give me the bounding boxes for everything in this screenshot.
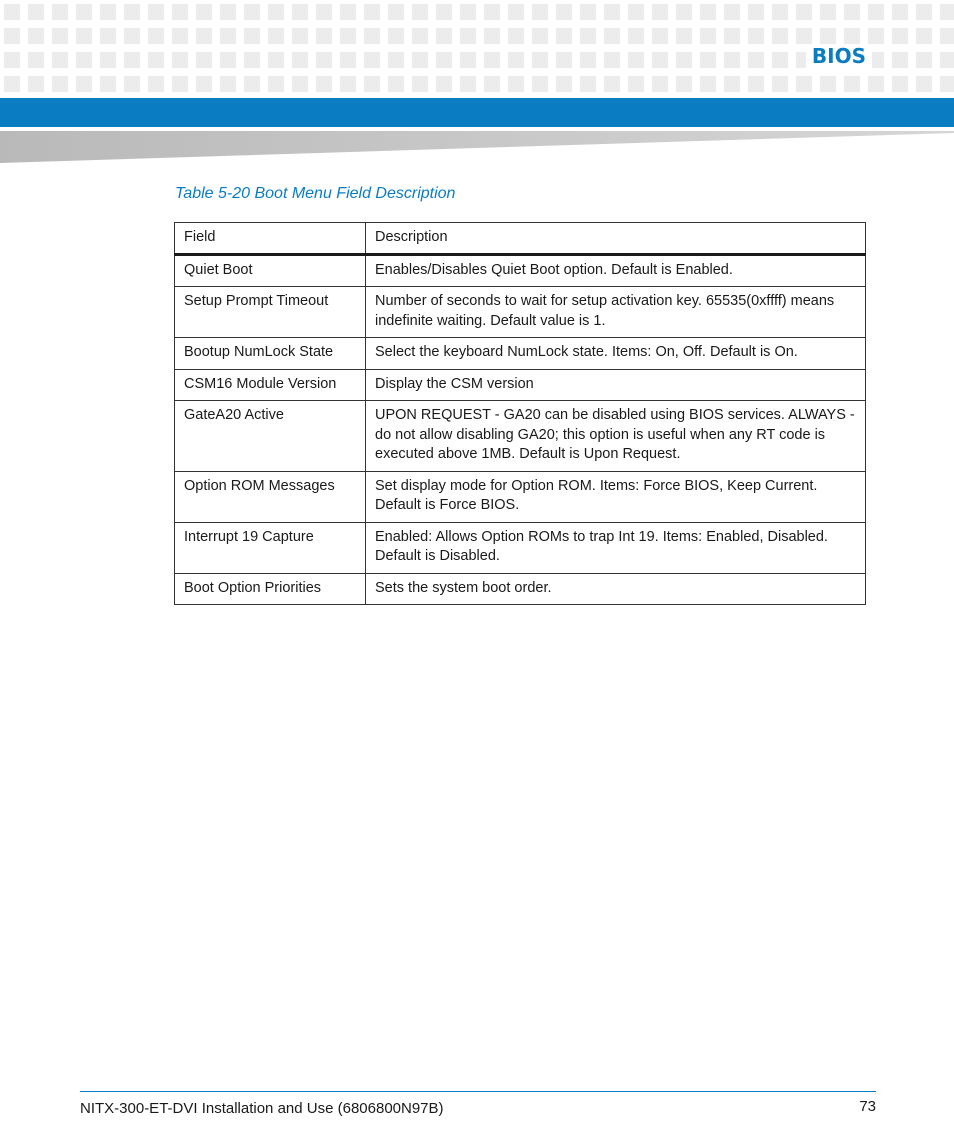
header-tile bbox=[604, 4, 620, 20]
header-tile bbox=[52, 52, 68, 68]
header-tile bbox=[532, 76, 548, 92]
header-tile bbox=[4, 28, 20, 44]
header-tile bbox=[364, 28, 380, 44]
header-tile bbox=[148, 28, 164, 44]
header-tile bbox=[244, 76, 260, 92]
header-tile bbox=[388, 4, 404, 20]
header-tile bbox=[460, 4, 476, 20]
header-tile bbox=[676, 4, 692, 20]
header-tile bbox=[292, 28, 308, 44]
header-tile bbox=[28, 4, 44, 20]
header-tile bbox=[52, 28, 68, 44]
header-tile bbox=[796, 76, 812, 92]
header-tile bbox=[556, 4, 572, 20]
header-tile bbox=[268, 52, 284, 68]
header-tile bbox=[532, 4, 548, 20]
header-tile bbox=[28, 52, 44, 68]
table-row bbox=[175, 471, 866, 522]
header-tile bbox=[508, 52, 524, 68]
header-tile bbox=[508, 4, 524, 20]
header-tile bbox=[820, 28, 836, 44]
header-tile bbox=[292, 52, 308, 68]
header-tile bbox=[844, 4, 860, 20]
header-tile bbox=[244, 52, 260, 68]
header-tile bbox=[412, 4, 428, 20]
header-tile bbox=[772, 52, 788, 68]
footer-rule bbox=[80, 1091, 876, 1092]
header-tile bbox=[436, 28, 452, 44]
table-header-row bbox=[175, 223, 866, 255]
header-tile bbox=[748, 52, 764, 68]
header-tile bbox=[844, 28, 860, 44]
header-tile bbox=[772, 28, 788, 44]
field-cell: Bootup NumLock State bbox=[175, 338, 366, 370]
header-tile bbox=[220, 52, 236, 68]
header-tile bbox=[556, 28, 572, 44]
header-tile bbox=[916, 76, 932, 92]
header-tile bbox=[124, 4, 140, 20]
header-tile bbox=[76, 52, 92, 68]
header-tile bbox=[244, 4, 260, 20]
field-cell: GateA20 Active bbox=[175, 401, 366, 472]
header-tile bbox=[172, 76, 188, 92]
header-tile bbox=[364, 52, 380, 68]
description-cell: Number of seconds to wait for setup activation key. 65535(0xffff) means indefinite waiting. Default value is 1. bbox=[366, 287, 866, 338]
header-tile bbox=[484, 28, 500, 44]
header-tile bbox=[412, 76, 428, 92]
header-tile bbox=[388, 28, 404, 44]
field-cell: Setup Prompt Timeout bbox=[175, 287, 366, 338]
header-tile bbox=[76, 4, 92, 20]
header-tile bbox=[52, 4, 68, 20]
header-tile bbox=[100, 4, 116, 20]
header-tile bbox=[196, 52, 212, 68]
header-tile bbox=[316, 76, 332, 92]
header-tile bbox=[748, 28, 764, 44]
header-tile bbox=[820, 76, 836, 92]
header-tile bbox=[124, 52, 140, 68]
header-tile bbox=[340, 28, 356, 44]
header-tile bbox=[604, 28, 620, 44]
header-tile bbox=[148, 76, 164, 92]
header-tile bbox=[28, 76, 44, 92]
header-tile bbox=[460, 52, 476, 68]
header-tile bbox=[676, 52, 692, 68]
header-tile bbox=[724, 28, 740, 44]
description-cell: Set display mode for Option ROM. Items: Force BIOS, Keep Current. Default is Force BIOS. bbox=[366, 471, 866, 522]
header-tile bbox=[724, 4, 740, 20]
header-tile bbox=[4, 4, 20, 20]
header-tile bbox=[244, 28, 260, 44]
header-tile bbox=[388, 76, 404, 92]
field-cell: Boot Option Priorities bbox=[175, 573, 366, 605]
header-tile bbox=[628, 52, 644, 68]
header-tile bbox=[196, 28, 212, 44]
header-tile bbox=[364, 4, 380, 20]
column-header-description: Description bbox=[366, 223, 866, 255]
header-tile bbox=[652, 28, 668, 44]
table-row bbox=[175, 573, 866, 605]
header-tile bbox=[676, 28, 692, 44]
description-cell: Display the CSM version bbox=[366, 369, 866, 401]
table-caption: Table 5-20 Boot Menu Field Description bbox=[175, 185, 456, 202]
header-tile bbox=[292, 76, 308, 92]
header-tile bbox=[460, 76, 476, 92]
header-tile bbox=[268, 4, 284, 20]
description-cell: Enables/Disables Quiet Boot option. Default is Enabled. bbox=[366, 254, 866, 287]
header-tile bbox=[628, 28, 644, 44]
field-cell: Interrupt 19 Capture bbox=[175, 522, 366, 573]
header-tile bbox=[316, 52, 332, 68]
header-tile bbox=[340, 52, 356, 68]
header-tile bbox=[748, 4, 764, 20]
table-row bbox=[175, 401, 866, 472]
header-tile bbox=[28, 28, 44, 44]
header-tile bbox=[76, 28, 92, 44]
description-cell: Enabled: Allows Option ROMs to trap Int 19. Items: Enabled, Disabled. Default is Disabled. bbox=[366, 522, 866, 573]
header-tile bbox=[580, 4, 596, 20]
footer-document-title: NITX-300-ET-DVI Installation and Use (6806800N97B) bbox=[80, 1100, 444, 1117]
header-tile bbox=[652, 76, 668, 92]
header-tile bbox=[4, 52, 20, 68]
section-title: BIOS bbox=[806, 44, 872, 68]
header-tile bbox=[700, 28, 716, 44]
header-tile bbox=[556, 52, 572, 68]
header-tile bbox=[604, 52, 620, 68]
header-tile bbox=[460, 28, 476, 44]
header-tile bbox=[532, 52, 548, 68]
header-tile bbox=[796, 28, 812, 44]
header-tile bbox=[508, 76, 524, 92]
header-tile bbox=[916, 4, 932, 20]
header-tile bbox=[580, 28, 596, 44]
header-tile bbox=[436, 52, 452, 68]
header-tile bbox=[100, 28, 116, 44]
header-tile bbox=[100, 76, 116, 92]
header-tile bbox=[100, 52, 116, 68]
header-blue-bar bbox=[0, 98, 954, 127]
header-tile bbox=[220, 28, 236, 44]
header-tile bbox=[364, 76, 380, 92]
header-tile bbox=[916, 52, 932, 68]
header-tile bbox=[772, 4, 788, 20]
header-tile bbox=[316, 28, 332, 44]
header-tile bbox=[628, 4, 644, 20]
header-tile bbox=[700, 76, 716, 92]
column-header-field: Field bbox=[175, 223, 366, 255]
header-tile bbox=[772, 76, 788, 92]
header-tile bbox=[580, 52, 596, 68]
header-grey-wedge bbox=[0, 131, 954, 163]
header-tile bbox=[724, 52, 740, 68]
header-tile bbox=[940, 76, 954, 92]
header-tile bbox=[4, 76, 20, 92]
table-row bbox=[175, 254, 866, 287]
header-tile bbox=[940, 28, 954, 44]
header-tile bbox=[292, 4, 308, 20]
description-cell: Select the keyboard NumLock state. Items: On, Off. Default is On. bbox=[366, 338, 866, 370]
header-tile bbox=[436, 4, 452, 20]
header-tile bbox=[748, 76, 764, 92]
header-tile bbox=[172, 4, 188, 20]
header-tile bbox=[436, 76, 452, 92]
header-tile bbox=[892, 28, 908, 44]
header-tile bbox=[604, 76, 620, 92]
header-tile bbox=[628, 76, 644, 92]
description-cell: Sets the system boot order. bbox=[366, 573, 866, 605]
header-tile bbox=[820, 4, 836, 20]
header-tile bbox=[796, 4, 812, 20]
header-tile bbox=[868, 4, 884, 20]
header-tile bbox=[700, 4, 716, 20]
header-tile bbox=[124, 76, 140, 92]
header-tile bbox=[172, 52, 188, 68]
header-tile bbox=[340, 76, 356, 92]
header-tile bbox=[484, 4, 500, 20]
header-tile bbox=[868, 28, 884, 44]
header-tile bbox=[268, 76, 284, 92]
header-tile bbox=[52, 76, 68, 92]
header-tile bbox=[388, 52, 404, 68]
header-tile bbox=[676, 76, 692, 92]
header-tile bbox=[700, 52, 716, 68]
header-tile bbox=[412, 52, 428, 68]
header-tile bbox=[652, 52, 668, 68]
header-tile bbox=[868, 76, 884, 92]
header-tile bbox=[196, 4, 212, 20]
header-tile bbox=[484, 52, 500, 68]
header-tile bbox=[940, 52, 954, 68]
header-tile bbox=[172, 28, 188, 44]
header-tile bbox=[148, 52, 164, 68]
header-tile bbox=[220, 76, 236, 92]
table-row bbox=[175, 287, 866, 338]
field-cell: CSM16 Module Version bbox=[175, 369, 366, 401]
header-tile bbox=[508, 28, 524, 44]
header-tile bbox=[892, 52, 908, 68]
boot-menu-table bbox=[174, 222, 866, 605]
header-tile bbox=[148, 4, 164, 20]
header-tile bbox=[916, 28, 932, 44]
header-tile bbox=[580, 76, 596, 92]
header-tile bbox=[484, 76, 500, 92]
description-cell: UPON REQUEST - GA20 can be disabled using BIOS services. ALWAYS - do not allow disabling GA20; this option is useful when any RT code is executed above 1MB. Default is Upon Request. bbox=[366, 401, 866, 472]
header-tile bbox=[340, 4, 356, 20]
header-tile bbox=[892, 4, 908, 20]
header-tile bbox=[652, 4, 668, 20]
header-tile bbox=[220, 4, 236, 20]
table-row bbox=[175, 522, 866, 573]
field-cell: Quiet Boot bbox=[175, 254, 366, 287]
page-number: 73 bbox=[859, 1098, 876, 1115]
field-cell: Option ROM Messages bbox=[175, 471, 366, 522]
header-tile bbox=[892, 76, 908, 92]
header-tile bbox=[844, 76, 860, 92]
table-row bbox=[175, 369, 866, 401]
header-tile bbox=[532, 28, 548, 44]
header-tile bbox=[76, 76, 92, 92]
header-tile bbox=[940, 4, 954, 20]
header-tile bbox=[724, 76, 740, 92]
header-tile bbox=[196, 76, 212, 92]
header-tile bbox=[268, 28, 284, 44]
table-row bbox=[175, 338, 866, 370]
header-tile bbox=[412, 28, 428, 44]
header-tile bbox=[316, 4, 332, 20]
header-tile bbox=[124, 28, 140, 44]
header-tile bbox=[556, 76, 572, 92]
